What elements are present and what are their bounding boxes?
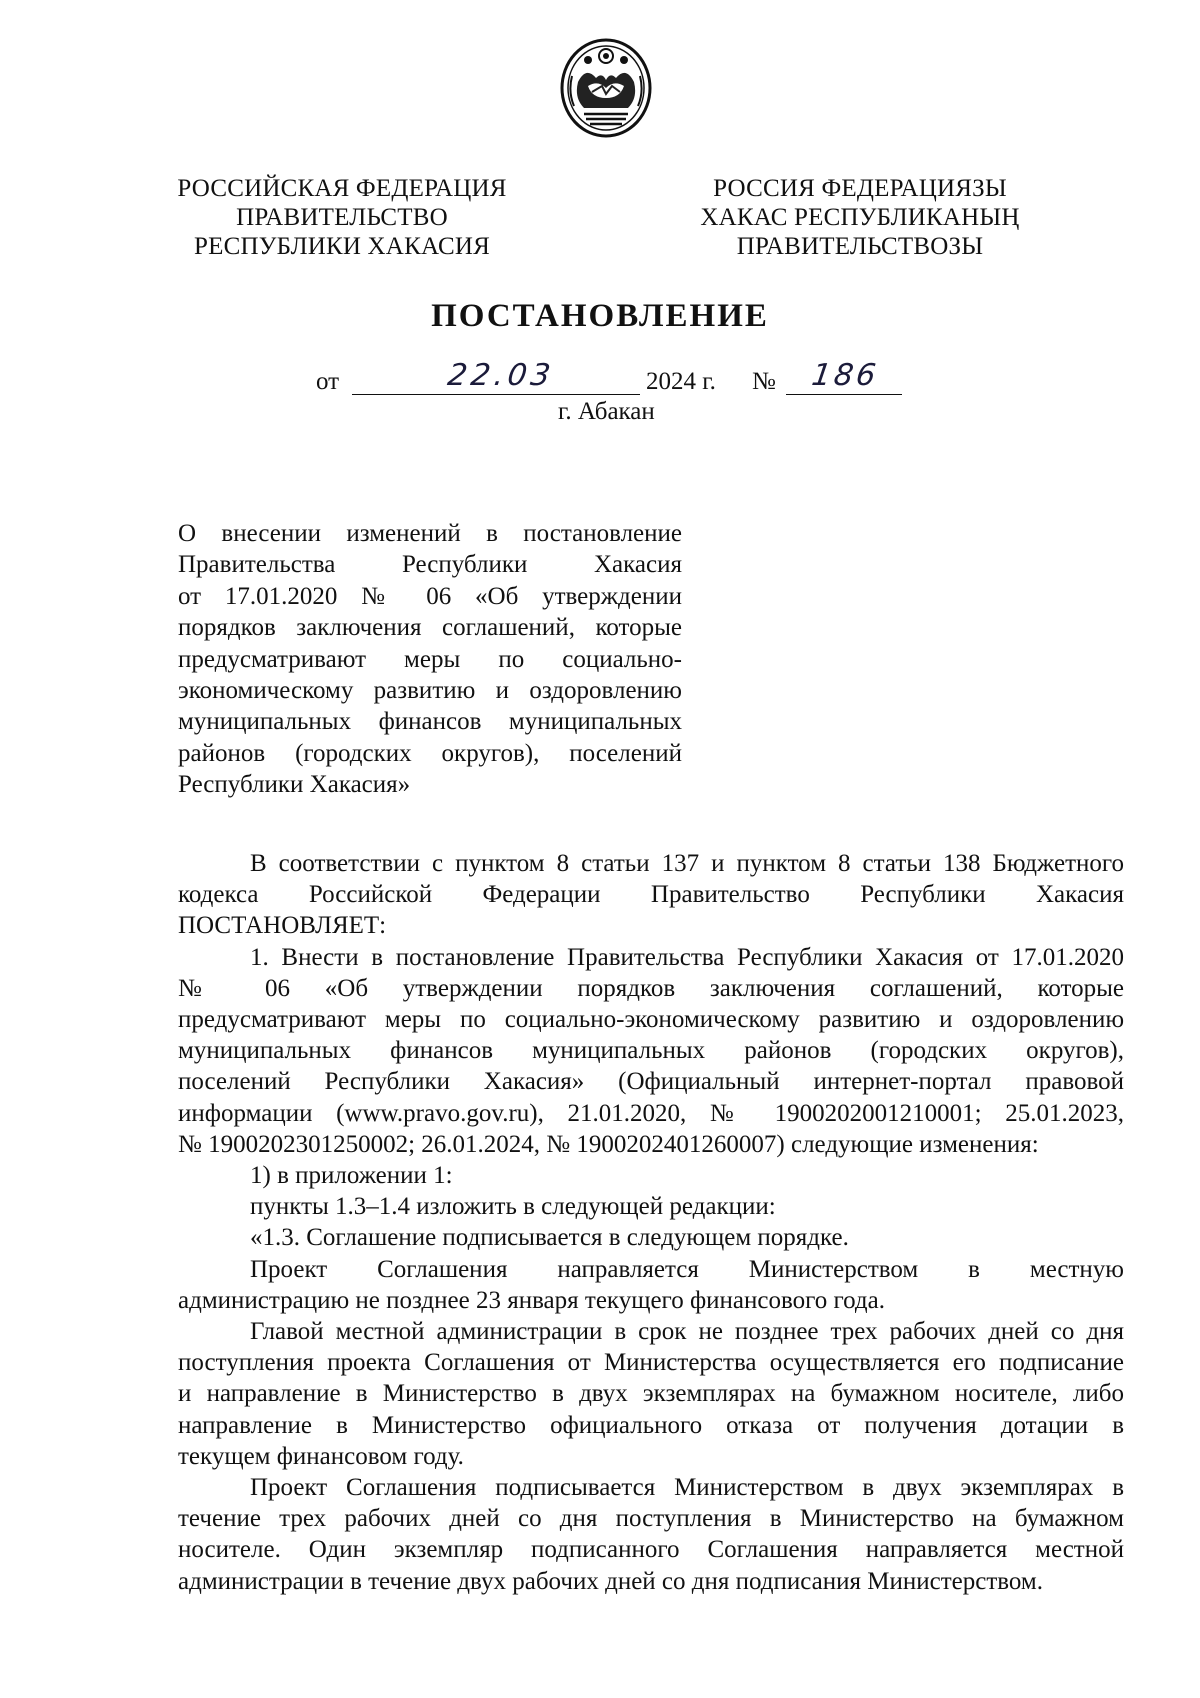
body-line: В соответствии с пунктом 8 статьи 137 и пунктом 8 статьи 138 Бюджетного	[250, 850, 1124, 877]
subject-line: Правительства Республики Хакасия	[178, 551, 682, 579]
subject-line: О внесении изменений в постановление	[178, 520, 682, 547]
body-line: текущем финансовом году.	[178, 1442, 464, 1470]
date-year: 2024 г.	[646, 368, 716, 395]
body-line: 1. Внести в постановление Правительства Республики Хакасия от 17.01.2020	[250, 943, 1124, 971]
body-line: муниципальных финансов муниципальных районов (городских округов),	[178, 1037, 1124, 1065]
body-line: 1) в приложении 1:	[250, 1162, 453, 1190]
header-left-block	[160, 174, 524, 261]
body-line: № 1900202301250002; 26.01.2024, № 1900202401260007) следующие изменения:	[178, 1130, 1039, 1158]
number-sign: №	[752, 368, 776, 395]
header-right-block	[678, 174, 1042, 261]
body-line: ПОСТАНОВЛЯЕТ:	[178, 912, 387, 940]
body-line: кодекса Российской Федерации Правительство Республики Хакасия	[178, 881, 1124, 909]
header-right-line-3: ПРАВИТЕЛЬСТВОЗЫ	[736, 233, 984, 260]
body-line: и направление в Министерство в двух экземплярах на бумажном носителе, либо	[178, 1380, 1124, 1408]
number-underline	[786, 394, 902, 395]
city: г. Абакан	[558, 398, 655, 425]
subject-line: муниципальных финансов муниципальных	[178, 708, 682, 736]
subject-line: районов (городских округов), поселений	[178, 739, 682, 767]
body-line: предусматривают меры по социально-экономическому развитию и оздоровлению	[178, 1006, 1124, 1034]
body-line: поступления проекта Соглашения от Министерства осуществляется его подписание	[178, 1349, 1124, 1377]
coat-of-arms-emblem-icon	[558, 36, 654, 140]
subject-line: предусматривают меры по социально-	[178, 645, 682, 673]
body-line: Главой местной администрации в срок не позднее трех рабочих дней со дня	[250, 1318, 1124, 1346]
date-underline	[352, 394, 640, 395]
body-line: Проект Соглашения подписывается Министерством в двух экземплярах в	[250, 1474, 1124, 1502]
subject-line: экономическому развитию и оздоровлению	[178, 677, 682, 705]
document-body	[178, 848, 1124, 1597]
body-line: носителе. Один экземпляр подписанного Соглашения направляется местной	[178, 1536, 1124, 1564]
body-line: «1.3. Соглашение подписывается в следующем порядке.	[250, 1224, 849, 1252]
date-prefix: от	[316, 368, 340, 395]
body-line: пункты 1.3–1.4 изложить в следующей редакции:	[250, 1193, 776, 1221]
body-line: течение трех рабочих дней со дня поступления в Министерство на бумажном	[178, 1505, 1124, 1533]
body-line: поселений Республики Хакасия» (Официальный интернет-портал правовой	[178, 1068, 1124, 1096]
header-left-line-3: РЕСПУБЛИКИ ХАКАСИЯ	[194, 233, 490, 260]
document-subject	[178, 518, 682, 801]
body-line: администрации в течение двух рабочих дней со дня подписания Министерством.	[178, 1567, 1043, 1595]
document-type-title: ПОСТАНОВЛЕНИЕ	[431, 298, 769, 334]
subject-line: порядков заключения соглашений, которые	[178, 614, 682, 642]
subject-line: Республики Хакасия»	[178, 771, 411, 799]
body-line: администрацию не позднее 23 января текущего финансового года.	[178, 1286, 885, 1314]
handwritten-date: 22.03	[445, 358, 557, 393]
body-line: направление в Министерство официального отказа от получения дотации в	[178, 1411, 1124, 1439]
body-line: информации (www.pravo.gov.ru), 21.01.2020, № 1900202001210001; 25.01.2023,	[178, 1099, 1124, 1127]
subject-line: от 17.01.2020 № 06 «Об утверждении	[178, 582, 682, 610]
handwritten-number: 186	[809, 358, 881, 393]
dateline	[0, 358, 1200, 396]
header-left-line-2: ПРАВИТЕЛЬСТВО	[236, 204, 448, 231]
header-left-line-1: РОССИЙСКАЯ ФЕДЕРАЦИЯ	[177, 175, 507, 202]
body-line: Проект Соглашения направляется Министерством в местную	[250, 1255, 1124, 1283]
header-right-line-1: РОССИЯ ФЕДЕРАЦИЯЗЫ	[713, 175, 1007, 202]
body-line: № 06 «Об утверждении порядков заключения соглашений, которые	[178, 974, 1124, 1002]
header-right-line-2: ХАКАС РЕСПУБЛИКАНЫҢ	[700, 204, 1020, 231]
